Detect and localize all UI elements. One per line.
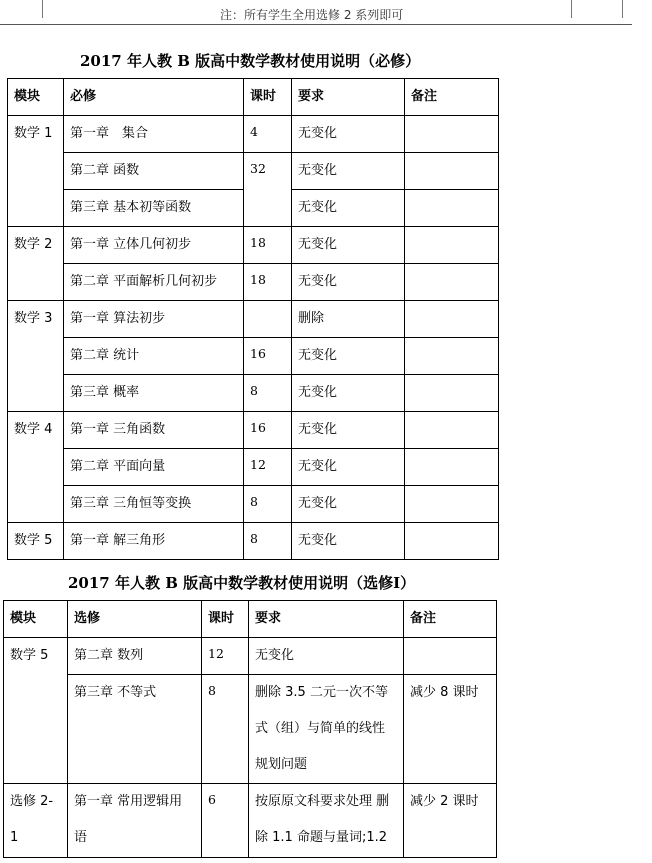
table-header-row <box>4 601 497 638</box>
table-row <box>8 153 499 190</box>
remarks-cell <box>405 338 499 375</box>
table-row <box>8 116 499 153</box>
module-cell: 数学 5 <box>4 638 68 784</box>
module-cell: 数学 4 <box>8 412 64 523</box>
module-cell: 数学 1 <box>8 116 64 227</box>
remarks-cell <box>405 375 499 412</box>
table-header-row <box>8 79 499 116</box>
chapter-cell: 第三章 基本初等函数 <box>64 190 244 227</box>
header-hours: 课时 <box>244 79 292 116</box>
remarks-cell <box>405 301 499 338</box>
chapter-cell: 第二章 平面向量 <box>64 449 244 486</box>
chapter-cell: 第一章 立体几何初步 <box>64 227 244 264</box>
chapter-cell: 第二章 数列 <box>68 638 202 675</box>
hours-cell: 4 <box>244 116 292 153</box>
hours-cell: 18 <box>244 264 292 301</box>
hours-cell: 12 <box>202 638 249 675</box>
hours-cell: 8 <box>244 523 292 560</box>
chapter-cell: 第一章 算法初步 <box>64 301 244 338</box>
compulsory-course-table <box>7 78 499 560</box>
chapter-cell: 第一章 常用逻辑用语 <box>68 784 202 858</box>
header-remarks: 备注 <box>405 79 499 116</box>
hours-cell: 12 <box>244 449 292 486</box>
module-cell: 数学 5 <box>8 523 64 560</box>
requirement-cell: 无变化 <box>292 227 405 264</box>
requirement-cell: 无变化 <box>292 153 405 190</box>
requirement-cell: 无变化 <box>292 116 405 153</box>
remarks-cell <box>405 412 499 449</box>
header-hours: 课时 <box>202 601 249 638</box>
requirement-cell: 删除 3.5 二元一次不等式（组）与简单的线性规划问题 <box>249 675 404 784</box>
requirement-cell: 无变化 <box>292 412 405 449</box>
header-module: 模块 <box>4 601 68 638</box>
header-course: 必修 <box>64 79 244 116</box>
hours-cell: 8 <box>202 675 249 784</box>
requirement-cell: 无变化 <box>292 264 405 301</box>
table-note: 注：所有学生全用选修 2 系列即可 <box>220 8 404 22</box>
hours-cell: 18 <box>244 227 292 264</box>
remarks-cell <box>405 449 499 486</box>
elective-course-table <box>3 600 497 858</box>
requirement-cell: 无变化 <box>292 375 405 412</box>
chapter-cell: 第三章 不等式 <box>68 675 202 784</box>
table-row <box>8 301 499 338</box>
requirement-cell: 无变化 <box>292 486 405 523</box>
header-course: 选修 <box>68 601 202 638</box>
requirement-cell: 无变化 <box>292 338 405 375</box>
remarks-cell <box>405 523 499 560</box>
table1-title: 2017 年人教 B 版高中数学教材使用说明（必修） <box>80 52 421 70</box>
remarks-cell <box>405 264 499 301</box>
chapter-cell: 第二章 平面解析几何初步 <box>64 264 244 301</box>
remarks-cell <box>405 190 499 227</box>
remarks-cell <box>404 638 497 675</box>
module-cell: 选修 2-1 <box>4 784 68 858</box>
chapter-cell: 第二章 函数 <box>64 153 244 190</box>
remarks-cell: 减少 8 课时 <box>404 675 497 784</box>
table-row <box>8 227 499 264</box>
remarks-cell <box>405 153 499 190</box>
requirement-cell: 删除 <box>292 301 405 338</box>
table-row <box>8 486 499 523</box>
table-row <box>8 338 499 375</box>
requirement-cell: 无变化 <box>292 523 405 560</box>
header-remarks: 备注 <box>404 601 497 638</box>
hours-cell: 16 <box>244 412 292 449</box>
header-requirement: 要求 <box>249 601 404 638</box>
remarks-cell: 减少 2 课时 <box>404 784 497 858</box>
requirement-cell: 按原原文科要求处理 删除 1.1 命题与量词;1.2 <box>249 784 404 858</box>
header-module: 模块 <box>8 79 64 116</box>
requirement-cell: 无变化 <box>292 190 405 227</box>
table-row <box>4 675 497 784</box>
hours-cell: 16 <box>244 338 292 375</box>
table-row <box>4 784 497 858</box>
table-row <box>8 264 499 301</box>
chapter-cell: 第三章 三角恒等变换 <box>64 486 244 523</box>
remarks-cell <box>405 116 499 153</box>
requirement-cell: 无变化 <box>249 638 404 675</box>
note-table-fragment <box>0 0 652 26</box>
table-row <box>8 449 499 486</box>
chapter-cell: 第二章 统计 <box>64 338 244 375</box>
table-row <box>8 523 499 560</box>
remarks-cell <box>405 227 499 264</box>
hours-cell: 8 <box>244 486 292 523</box>
hours-cell <box>244 301 292 338</box>
chapter-cell: 第一章 三角函数 <box>64 412 244 449</box>
hours-cell: 8 <box>244 375 292 412</box>
table-row <box>8 412 499 449</box>
hours-cell: 6 <box>202 784 249 858</box>
remarks-cell <box>405 486 499 523</box>
module-cell: 数学 2 <box>8 227 64 301</box>
header-requirement: 要求 <box>292 79 405 116</box>
hours-cell: 32 <box>244 153 292 227</box>
chapter-cell: 第三章 概率 <box>64 375 244 412</box>
requirement-cell: 无变化 <box>292 449 405 486</box>
chapter-cell: 第一章 解三角形 <box>64 523 244 560</box>
table-row <box>4 638 497 675</box>
chapter-cell: 第一章 集合 <box>64 116 244 153</box>
table-row <box>8 375 499 412</box>
module-cell: 数学 3 <box>8 301 64 412</box>
table2-title: 2017 年人教 B 版高中数学教材使用说明（选修Ⅰ） <box>68 574 416 592</box>
